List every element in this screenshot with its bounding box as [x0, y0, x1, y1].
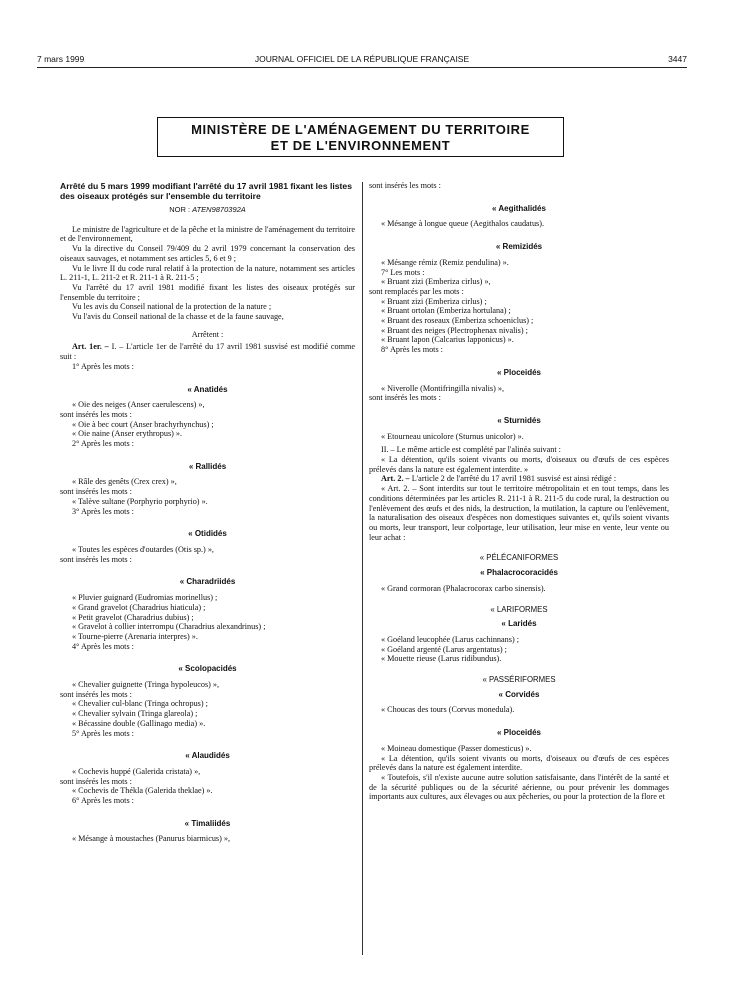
order-heading: « PASSÉRIFORMES — [482, 675, 556, 685]
species-line: « Râle des genêts (Crex crex) », — [72, 477, 177, 487]
species-line: « Petit gravelot (Charadrius dubius) ; — [72, 612, 194, 622]
species-line: « Grand gravelot (Charadrius hiaticula) ; — [72, 602, 206, 612]
species-line: « Bruant lapon (Calcarius lapponicus) ». — [381, 335, 514, 345]
order-heading: « LARIFORMES — [490, 604, 548, 614]
family-heading: « Timaliidés — [184, 818, 231, 828]
family-heading: « Scolopacidés — [178, 664, 237, 674]
species-line: « Niverolle (Montifringilla nivalis) », — [381, 383, 505, 393]
family-heading: « Rallidés — [188, 461, 227, 471]
family-heading: « Corvidés — [498, 689, 540, 699]
species-line: « Chevalier guignette (Tringa hypoleucos) », — [72, 680, 220, 690]
insert-line: sont remplacés par les mots : — [369, 286, 464, 296]
family-heading: « Aegithalidés — [492, 203, 546, 213]
point-line: 5° Après les mots : — [72, 728, 134, 738]
page-header — [37, 54, 687, 68]
ministry-line-2: ET DE L'ENVIRONNEMENT — [270, 138, 451, 153]
point-line: 8° Après les mots : — [381, 345, 443, 355]
insert-line: sont insérés les mots : — [60, 554, 132, 564]
species-line: « Cochevis huppé (Galerida cristata) », — [72, 766, 201, 776]
ministry-line-1: MINISTÈRE DE L'AMÉNAGEMENT DU TERRITOIRE — [191, 122, 530, 137]
body-para: « Toutefois, s'il n'existe aucune autre solution satisfaisante, dans l'intérêt de la santé et de la sécurité publiques ou de la sécurité aérienne, ou pour prévenir les dommages importants aux cultures, aux élevages ou aux pêcheries, ou pour la protection de la flore et — [369, 772, 669, 802]
species-line: « Bruant zizi (Emberiza cirlus) », — [381, 277, 491, 287]
nor-code: ATEN9870392A — [192, 205, 246, 214]
nor-reference — [60, 205, 355, 215]
decree-title: Arrêté du 5 mars 1999 modifiant l'arrêté du 17 avril 1981 fixant les listes des oiseaux protégés sur l'ensemble du territoire — [60, 181, 352, 201]
intro-para: Vu le livre II du code rural relatif à la protection de la nature, notamment ses articles L. 211-1, L. 211-2 et R. 211-1 à R. 211-5 ; — [60, 263, 355, 283]
right-column — [369, 181, 669, 802]
family-heading: « Ploceidés — [496, 728, 542, 738]
intro-para: Vu la directive du Conseil 79/409 du 2 avril 1979 concernant la conservation des oiseaux sauvages, et notamment ses articles 5, 6 et 9 ; — [60, 244, 355, 263]
point-line: 4° Après les mots : — [72, 641, 134, 651]
body-para: II. – Le même article est complété par l'alinéa suivant : — [381, 445, 561, 455]
ministry-box — [157, 117, 564, 157]
family-heading: « Ploceidés — [496, 367, 542, 377]
species-line: « Grand cormoran (Phalacrocorax carbo sinensis). — [381, 583, 546, 593]
body-para: « La détention, qu'ils soient vivants ou morts, d'oiseaux ou d'œufs de ces espèces prélevés dans la nature est également interdite. » — [369, 455, 669, 474]
point-line: 1° Après les mots : — [72, 361, 134, 371]
species-line: « Bruant ortolan (Emberiza hortulana) ; — [381, 306, 511, 316]
article-1 — [60, 342, 355, 361]
intro-para: Vu les avis du Conseil national de la protection de la nature ; — [72, 302, 272, 312]
species-line: « Cochevis de Thékla (Galerida theklae) ». — [72, 786, 213, 796]
species-line: « Mésange rémiz (Remiz pendulina) ». — [381, 257, 509, 267]
species-line: « Goéland leucophée (Larus cachinnans) ; — [381, 634, 519, 644]
header-date: 7 mars 1999 — [37, 54, 85, 64]
species-line: « Moineau domestique (Passer domesticus) ». — [381, 743, 532, 753]
species-line: « Bruant des neiges (Plectrophenax nivalis) ; — [381, 325, 528, 335]
article-2-label: Art. 2. – — [381, 474, 410, 484]
species-line: « Mésange à longue queue (Aegithalos caudatus). — [381, 219, 545, 229]
article-2-quote: « Art. 2. – Sont interdits sur tout le territoire métropolitain et en tout temps, dans les conditions déterminées par les articles R. 211-1 à R. 211-5 du code rural, la destruction ou l'enlèvement des œufs et des nids, la destruction, la mutilation, la capture ou l'enlèvement, la naturalisation des oiseaux d'espèces non domestiques suivantes et, qu'ils soient vivants ou morts, leur transport, leur colportage, leur utilisation, leur mise en vente, leur vente ou leur achat : — [369, 484, 669, 542]
family-heading: « Sturnidés — [497, 415, 541, 425]
species-line: « Gravelot à collier interrompu (Charadrius alexandrinus) ; — [72, 622, 266, 632]
species-line: « Talève sultane (Porphyrio porphyrio) ». — [72, 496, 208, 506]
header-journal: JOURNAL OFFICIEL DE LA RÉPUBLIQUE FRANÇAISE — [254, 54, 470, 64]
insert-line: sont insérés les mots : — [60, 487, 132, 497]
species-line: « Chevalier cul-blanc (Tringa ochropus) ; — [72, 699, 208, 709]
species-line: « Pluvier guignard (Eudromias morinellus) ; — [72, 593, 218, 603]
species-line: « Bruant des roseaux (Emberiza schoeniclus) ; — [381, 316, 534, 326]
species-line: « Etourneau unicolore (Sturnus unicolor) ». — [381, 431, 524, 441]
intro-para: Vu l'arrêté du 17 avril 1981 modifié fixant les listes des oiseaux protégés sur l'ensemble du territoire ; — [60, 282, 355, 302]
species-line: « Bécassine double (Gallinago media) ». — [72, 718, 206, 728]
insert-line: sont insérés les mots : — [369, 181, 441, 190]
species-line: « Chevalier sylvain (Tringa glareola) ; — [72, 709, 198, 719]
family-heading: « Otididés — [188, 529, 227, 539]
header-rule — [37, 67, 687, 68]
point-line: 3° Après les mots : — [72, 506, 134, 516]
family-heading: « Anatidés — [187, 384, 228, 394]
insert-line: sont insérés les mots : — [60, 689, 132, 699]
body-para: « La détention, qu'ils soient vivants ou morts, d'oiseaux ou d'œufs de ces espèces prélevés dans la nature est également interdite. — [369, 753, 669, 773]
point-line: 7° Les mots : — [381, 267, 425, 277]
intro-para: Le ministre de l'agriculture et de la pêche et la ministre de l'aménagement du territoire et de l'environnement, — [60, 224, 355, 244]
family-heading: « Phalacrocoracidés — [480, 568, 558, 578]
species-line: « Oie à bec court (Anser brachyrhynchus) ; — [72, 419, 214, 429]
family-heading: « Laridés — [501, 619, 537, 629]
article-1-label: Art. 1er. – — [72, 342, 109, 352]
species-line: « Mouette rieuse (Larus ridibundus). — [381, 654, 502, 664]
arretent: Arrêtent : — [191, 329, 224, 339]
intro-para: Vu l'avis du Conseil national de la chasse et de la faune sauvage, — [72, 312, 284, 322]
header-page-number: 3447 — [668, 54, 687, 64]
species-line: « Toutes les espèces d'outardes (Otis sp.) », — [72, 544, 214, 554]
nor-label: NOR : — [169, 205, 191, 214]
article-2 — [369, 474, 669, 484]
species-line: « Mésange à moustaches (Panurus biarmicus) », — [72, 834, 231, 844]
family-heading: « Charadriidés — [179, 577, 236, 587]
left-column — [60, 181, 355, 844]
species-line: « Tourne-pierre (Arenaria interpres) ». — [72, 631, 198, 641]
point-line: 2° Après les mots : — [72, 439, 134, 449]
insert-line: sont insérés les mots : — [369, 393, 441, 403]
article-2-text: L'article 2 de l'arrêté du 17 avril 1981 susvisé est ainsi rédigé : — [409, 474, 617, 484]
species-line: « Oie des neiges (Anser caerulescens) », — [72, 400, 205, 410]
family-heading: « Remizidés — [495, 242, 543, 252]
order-heading: « PÉLÉCANIFORMES — [479, 553, 559, 563]
article-1-text: I. – L'article 1er de l'arrêté du 17 avril 1981 susvisé est modifié comme suit : — [60, 342, 355, 362]
species-line: « Choucas des tours (Corvus monedula). — [381, 705, 515, 715]
species-line: « Oie naine (Anser erythropus) ». — [72, 429, 183, 439]
insert-line: sont insérés les mots : — [60, 409, 132, 419]
family-heading: « Alaudidés — [185, 751, 230, 761]
insert-line: sont insérés les mots : — [60, 776, 132, 786]
column-divider — [362, 182, 363, 955]
species-line: « Bruant zizi (Emberiza cirlus) ; — [381, 296, 487, 306]
species-line: « Goéland argenté (Larus argentatus) ; — [381, 644, 507, 654]
point-line: 6° Après les mots : — [72, 796, 134, 806]
